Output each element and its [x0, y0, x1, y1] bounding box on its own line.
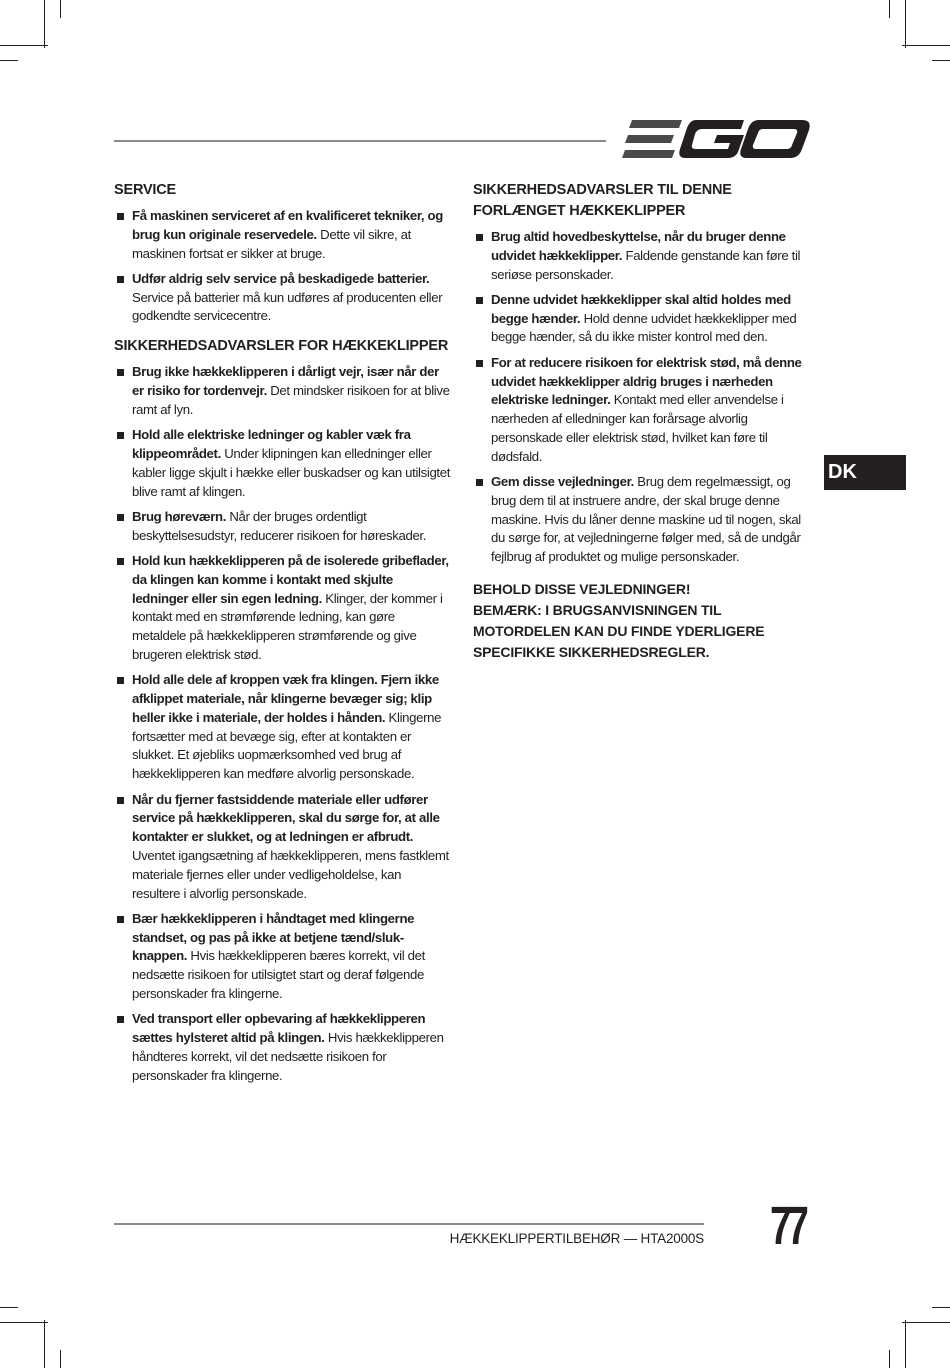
bullet-icon [117, 797, 124, 804]
item-text: Hvis hækkeklipperen bæres korrekt, vil det nedsætte risikoen for utilsigtet start og deraf følgende personskader fra klingerne. [132, 948, 425, 1001]
item-bold: Hold alle elektriske ledninger og kabler væk fra klippeområdet. [132, 427, 411, 461]
item-bold: Brug ikke hækkeklipperen i dårligt vejr, især når der er risiko for tordenvejr. [132, 364, 439, 399]
bullet-icon [117, 677, 124, 684]
crop-mark [60, 0, 61, 18]
list-item [114, 1010, 452, 1085]
bullet-icon [117, 558, 124, 565]
bullet-icon [476, 360, 483, 367]
list-item [114, 910, 452, 1004]
bullet-icon [117, 514, 124, 521]
item-bold: Hold kun hækkeklipperen på de isolerede gribeflader, da klingen kan komme i kontakt med skjulte ledninger eller sin egen ledning. [132, 552, 449, 606]
list-item [473, 473, 813, 567]
closing-notice [473, 579, 813, 663]
item-bold: For at reducere risikoen for elektrisk stød, må denne udvidet hækkeklipper aldrig bruges i nærheden elektriske ledninger. [491, 354, 802, 408]
list-item [473, 354, 813, 467]
bullet-icon [476, 297, 483, 304]
list-item [114, 270, 452, 326]
crop-mark [932, 60, 950, 61]
section-title-extended-safety: SIKKERHEDSADVARSLER TIL DENNE FORLÆNGET HÆKKEKLIPPER [473, 182, 732, 219]
section-title-service: SERVICE [114, 182, 176, 198]
list-item [473, 291, 813, 347]
list-item [114, 363, 452, 419]
bullet-icon [476, 479, 483, 486]
item-bold: Udfør aldrig selv service på beskadigede batterier. [132, 270, 430, 286]
service-list [114, 207, 452, 326]
crop-mark [0, 45, 48, 46]
item-text: Klingerne fortsætter med at bevæge sig, efter at kontakten er slukket. Et øjebliks uopmærksomhed ved brug af hækkeklipperen kan medføre alvorlig personskade. [132, 709, 442, 782]
bullet-icon [117, 1016, 124, 1023]
crop-mark [60, 1350, 61, 1368]
item-bold: Gem disse vejledninger. [491, 474, 634, 490]
item-bold: Hold alle dele af kroppen væk fra klingen. Fjern ikke afklippet materiale, når klingerne bevæger sig; klip heller ikke i materiale, der holdes i hånden. [132, 672, 439, 725]
crop-mark [889, 1350, 890, 1368]
list-item [114, 508, 452, 546]
list-item [114, 426, 452, 501]
crop-mark [902, 45, 950, 46]
section-title-safety: SIKKERHEDSADVARSLER FOR HÆKKEKLIPPER [114, 338, 449, 355]
item-text: Hvis hækkeklipperen håndteres korrekt, vil det nedsætte risikoen for personskader fra klingerne. [132, 1030, 444, 1083]
bullet-icon [476, 234, 483, 241]
bullet-icon [117, 432, 124, 439]
right-column [473, 180, 813, 663]
item-text: Dette vil sikre, at maskinen fortsat er sikker at bruge. [132, 226, 411, 261]
keep-instructions-heading: BEHOLD DISSE VEJLEDNINGER! [473, 581, 691, 598]
crop-mark [0, 1307, 18, 1308]
item-text: Kontakt med eller anvendelse i nærheden af elledninger kan forårsage alvorlig personskade eller elektrisk stød, hvilket kan føre til dødsfald. [491, 392, 784, 464]
crop-mark [905, 0, 906, 48]
bullet-icon [117, 916, 124, 923]
item-bold: Få maskinen serviceret af en kvalificeret tekniker, og brug kun originale reservedele. [132, 208, 443, 242]
item-text: Uventet igangsætning af hækkeklipperen, mens fastklemt materiale fjernes eller under vedligeholdelse, kan resultere i alvorlig personskade. [132, 847, 449, 901]
crop-mark [889, 0, 890, 18]
page-number: 77 [770, 1196, 805, 1256]
header-rule [114, 140, 606, 142]
crop-mark [44, 1320, 45, 1368]
list-item [114, 791, 452, 904]
item-bold: Brug høreværn. [132, 508, 227, 524]
bullet-icon [117, 369, 124, 376]
list-item [114, 671, 452, 784]
list-item [114, 207, 452, 263]
item-text: Når der bruges ordentligt beskyttelsesudstyr, reducerer risikoen for høreskader. [132, 508, 427, 543]
item-text: Brug dem regelmæssigt, og brug dem til at instruere andre, der skal bruge denne maskine. Hvis du låner denne maskine ud til nogen, skal du sørge for, at vejledningerne følger med, så de undgår fejlbrug af produktet og mulige personskader. [491, 474, 801, 565]
item-bold: Bær hækkeklipperen i håndtaget med klingerne standset, og pas på ikke at betjene tænd/sluk-knappen. [132, 910, 415, 964]
crop-mark [44, 0, 45, 48]
crop-mark [902, 1322, 950, 1323]
motor-unit-note: BEMÆRK: I BRUGSANVISNINGEN TIL MOTORDELEN KAN DU FINDE YDERLIGERE SPECIFIKKE SIKKERHEDSREGLER. [473, 602, 765, 661]
footer-product-name: HÆKKEKLIPPERTILBEHØR — HTA2000S [449, 1231, 704, 1246]
item-bold: Når du fjerner fastsiddende materiale eller udfører service på hækkeklipperen, skal du sørge for, at alle kontakter er slukket, og at ledningen er afbrudt. [132, 791, 440, 845]
safety-list [114, 363, 452, 1085]
crop-mark [0, 60, 18, 61]
crop-mark [905, 1320, 906, 1368]
item-text: Hold denne udvidet hækkeklipper med begge hænder, så du ikke mister kontrol med den. [491, 310, 797, 345]
bullet-icon [117, 276, 124, 283]
item-text: Under klipningen kan elledninger eller kabler ligge skjult i hække eller buskadser og kan utilsigtet blive ramt af klingen. [132, 445, 451, 499]
ego-logo [622, 118, 812, 162]
list-item [473, 228, 813, 284]
left-column [114, 180, 452, 1095]
item-text: Faldende genstande kan føre til seriøse personskader. [491, 247, 801, 282]
language-tab: DK [824, 455, 906, 490]
list-item [114, 552, 452, 665]
item-text: Det mindsker risikoen for at blive ramt af lyn. [132, 383, 450, 417]
item-text: Klinger, der kommer i kontakt med en strømførende ledning, kan gøre metaldele på hækkeklipperen strømførende og give brugeren elektrisk stød. [132, 590, 443, 662]
item-text: Service på batterier må kun udføres af producenten eller godkendte servicecentre. [132, 289, 443, 324]
item-bold: Denne udvidet hækkeklipper skal altid holdes med begge hænder. [491, 291, 791, 326]
extended-safety-list [473, 228, 813, 567]
crop-mark [932, 1307, 950, 1308]
crop-mark [0, 1322, 48, 1323]
footer-rule [114, 1223, 704, 1225]
bullet-icon [117, 213, 124, 220]
item-bold: Brug altid hovedbeskyttelse, når du bruger denne udvidet hækkeklipper. [491, 229, 786, 263]
item-bold: Ved transport eller opbevaring af hækkeklipperen sættes hylsteret altid på klingen. [132, 1011, 426, 1046]
